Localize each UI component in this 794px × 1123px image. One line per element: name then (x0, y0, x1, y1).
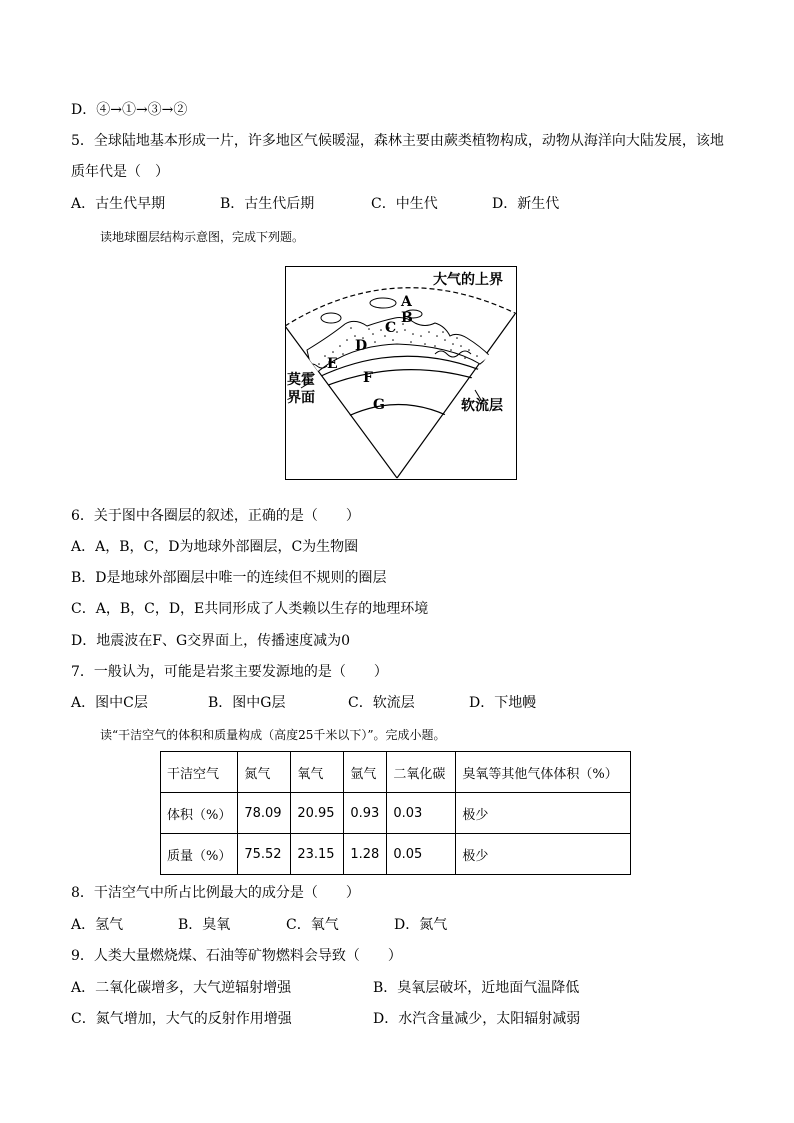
q6-option-b: B．D是地球外部圈层中唯一的连续但不规则的圈层 (71, 570, 387, 586)
q5-option-d: D．新生代 (492, 196, 560, 212)
q6-option-d: D．地震波在F、G交界面上，传播速度减为0 (71, 633, 351, 649)
q8-option-a: A．氢气 (71, 917, 124, 933)
table-header-cell: 氧气 (291, 752, 344, 793)
diagram-letter-a: A (401, 294, 412, 310)
q7-stem: 7．一般认为，可能是岩浆主要发源地的是（ ） (71, 664, 388, 680)
q4-option-d: D．④→①→③→② (71, 102, 188, 118)
q5-stem-line2: 质年代是（ ） (71, 164, 169, 180)
table-cell: 0.03 (387, 793, 456, 834)
diagram-label-moho-1: 莫霍 (287, 372, 315, 388)
table-cell: 极少 (456, 793, 631, 834)
q9-option-b: B．臭氧层破坏，近地面气温降低 (373, 980, 580, 996)
q5-stem-line1: 5．全球陆地基本形成一片，许多地区气候暖湿，森林主要由蕨类植物构成，动物从海洋向大陆发展，该地 (71, 133, 724, 149)
table-row (161, 834, 631, 875)
q8-option-c: C．氧气 (286, 917, 339, 933)
table-cell: 23.15 (291, 834, 344, 875)
table-intro: 读“干洁空气的体积和质量构成（高度25千米以下）”。完成小题。 (100, 728, 446, 742)
table-cell: 极少 (456, 834, 631, 875)
diagram-letter-c: C (385, 320, 397, 336)
table-header-cell: 干洁空气 (161, 752, 238, 793)
table-header-cell: 二氧化碳 (387, 752, 456, 793)
diagram-label-atmosphere-top: 大气的上界 (433, 272, 503, 288)
table-cell: 质量（%） (161, 834, 238, 875)
q5-option-c: C．中生代 (371, 196, 438, 212)
table-cell: 体积（%） (161, 793, 238, 834)
table-row (161, 793, 631, 834)
earth-sphere-diagram (285, 266, 517, 480)
q6-option-c: C．A，B，C，D，E共同形成了人类赖以生存的地理环境 (71, 601, 429, 617)
diagram-intro: 读地球圈层结构示意图，完成下列题。 (100, 230, 305, 244)
q9-option-d: D．水汽含量减少，太阳辐射减弱 (373, 1011, 581, 1027)
table-cell: 0.93 (344, 793, 387, 834)
table-cell: 75.52 (238, 834, 291, 875)
table-header-cell: 氮气 (238, 752, 291, 793)
q8-option-b: B．臭氧 (178, 917, 231, 933)
diagram-label-moho-2: 界面 (287, 390, 315, 406)
q9-option-a: A．二氧化碳增多，大气逆辐射增强 (71, 980, 292, 996)
table-header-cell: 氩气 (344, 752, 387, 793)
q6-option-a: A．A，B，C，D为地球外部圈层，C为生物圈 (71, 539, 359, 555)
q7-option-a: A．图中C层 (71, 695, 148, 711)
diagram-letter-f: F (363, 370, 373, 386)
q7-option-c: C．软流层 (348, 695, 415, 711)
diagram-letter-b: B (401, 310, 413, 326)
q8-option-d: D．氮气 (394, 917, 448, 933)
air-composition-table (160, 751, 631, 875)
table-header-cell: 臭氧等其他气体体积（%） (456, 752, 631, 793)
q5-option-a: A．古生代早期 (71, 196, 166, 212)
table-cell: 0.05 (387, 834, 456, 875)
table-header-row (161, 752, 631, 793)
table-cell: 78.09 (238, 793, 291, 834)
table-cell: 1.28 (344, 834, 387, 875)
table-cell: 20.95 (291, 793, 344, 834)
q9-option-c: C．氮气增加，大气的反射作用增强 (71, 1011, 292, 1027)
q9-stem: 9．人类大量燃烧煤、石油等矿物燃料会导致（ ） (71, 948, 402, 964)
diagram-letter-g: G (373, 397, 385, 413)
diagram-letter-d: D (355, 338, 368, 354)
q5-option-b: B．古生代后期 (220, 196, 315, 212)
q8-stem: 8．干洁空气中所占比例最大的成分是（ ） (71, 885, 360, 901)
diagram-label-asthenosphere: 软流层 (461, 398, 503, 414)
diagram-letter-e: E (327, 356, 338, 372)
q7-option-b: B．图中G层 (208, 695, 286, 711)
q7-option-d: D．下地幔 (469, 695, 537, 711)
q6-stem: 6．关于图中各圈层的叙述，正确的是（ ） (71, 508, 360, 524)
